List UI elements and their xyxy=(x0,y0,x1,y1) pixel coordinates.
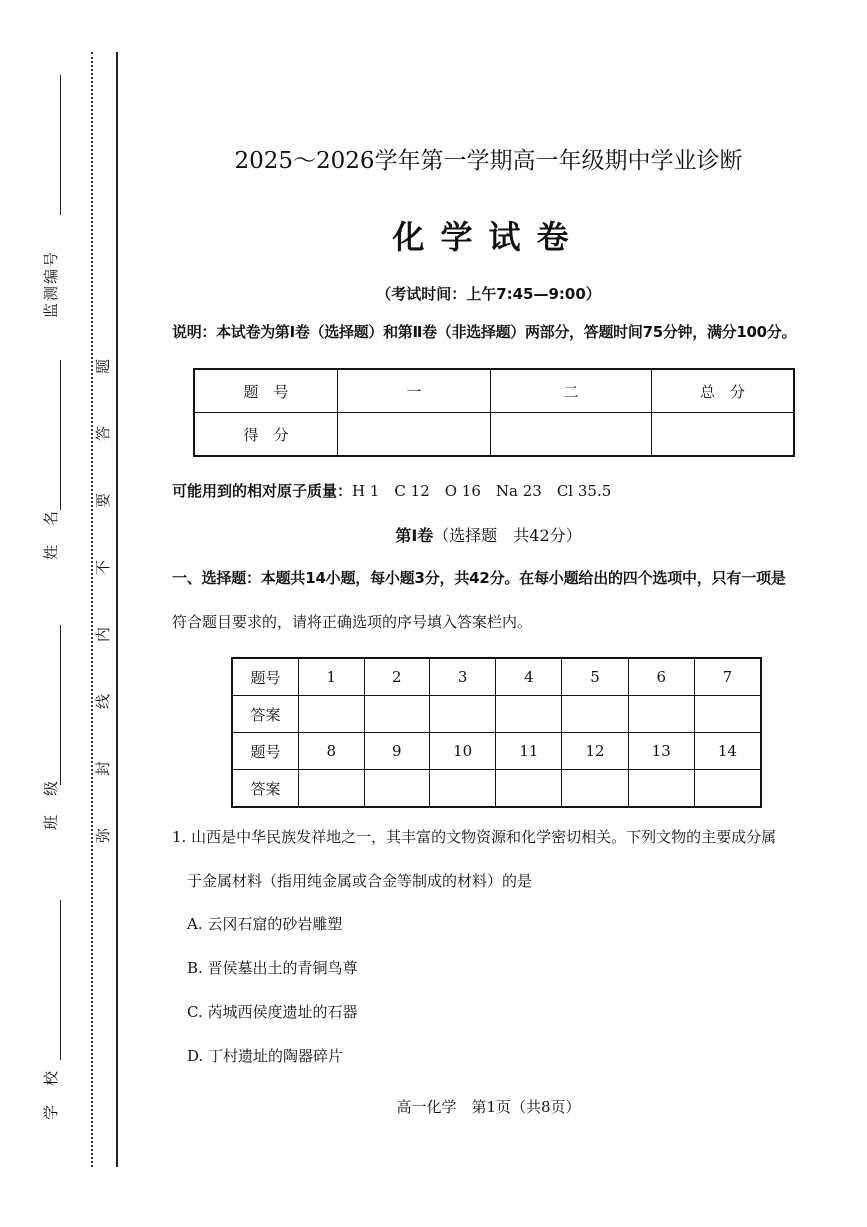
question-number: 11 xyxy=(496,733,562,770)
instruction-line: 符合题目要求的，请将正确选项的序号填入答案栏内。 xyxy=(172,613,533,631)
section-title: 第Ⅰ卷 xyxy=(395,526,434,545)
score-input-cell[interactable] xyxy=(338,413,491,457)
answer-cell[interactable] xyxy=(562,696,628,733)
answer-cell[interactable] xyxy=(364,770,430,808)
seal-char: 内 xyxy=(94,626,113,643)
question-number: 9 xyxy=(364,733,430,770)
question-number: 13 xyxy=(628,733,694,770)
answer-cell[interactable] xyxy=(628,770,694,808)
school-label: 学 校 xyxy=(42,1068,60,1120)
school-blank-line xyxy=(60,900,61,1060)
option-a: A. 云冈石窟的砂岩雕塑 xyxy=(187,915,343,933)
exam-title: 2025～2026学年第一学期高一年级期中学业诊断 xyxy=(234,148,743,174)
exam-note: 说明：本试卷为第Ⅰ卷（选择题）和第Ⅱ卷（非选择题）两部分，答题时间75分钟，满分100分。 xyxy=(172,323,797,341)
subject-title: 化学试卷 xyxy=(392,218,585,256)
question-number: 5 xyxy=(562,658,628,696)
score-header-cell: 总 分 xyxy=(652,369,795,413)
monitor-id-label: 监测编号 xyxy=(42,249,60,318)
question-number: 2 xyxy=(364,658,430,696)
atomic-mass-label: 可能用到的相对原子质量： xyxy=(172,482,353,500)
question-number: 8 xyxy=(298,733,364,770)
score-input-cell[interactable] xyxy=(491,413,652,457)
answer-cell[interactable] xyxy=(694,696,761,733)
question-number: 3 xyxy=(430,658,496,696)
exam-time: （考试时间：上午7:45—9:00） xyxy=(376,285,601,303)
answer-cell[interactable] xyxy=(628,696,694,733)
option-d: D. 丁村遗址的陶器碎片 xyxy=(187,1047,344,1065)
atomic-mass-values: H 1 C 12 O 16 Na 23 Cl 35.5 xyxy=(352,482,612,500)
answer-num-label: 题号 xyxy=(232,658,298,696)
instruction-line: 一、选择题：本题共14小题，每小题3分，共42分。在每小题给出的四个选项中，只有一项是 xyxy=(172,569,786,587)
score-header-cell: 二 xyxy=(491,369,652,413)
score-row-label: 得 分 xyxy=(194,413,338,457)
seal-char: 弥 xyxy=(94,827,113,844)
seal-char: 要 xyxy=(94,492,113,509)
seal-char: 答 xyxy=(94,425,113,442)
question-number: 6 xyxy=(628,658,694,696)
answer-cell[interactable] xyxy=(496,770,562,808)
seal-char: 封 xyxy=(94,760,113,777)
score-header-cell: 题 号 xyxy=(194,369,338,413)
section-subtitle: （选择题 共42分） xyxy=(433,526,582,545)
atomic-mass-line xyxy=(172,480,611,501)
answer-num-label: 题号 xyxy=(232,733,298,770)
question-number: 4 xyxy=(496,658,562,696)
answer-cell[interactable] xyxy=(430,770,496,808)
question-number: 10 xyxy=(430,733,496,770)
score-table xyxy=(193,368,795,457)
answer-cell[interactable] xyxy=(496,696,562,733)
question-1-stem: 1. 山西是中华民族发祥地之一，其丰富的文物资源和化学密切相关。下列文物的主要成分属 xyxy=(172,828,777,846)
option-b: B. 晋侯墓出土的青铜鸟尊 xyxy=(187,959,358,977)
seal-char: 题 xyxy=(94,358,113,375)
answer-cell[interactable] xyxy=(694,770,761,808)
name-blank-line xyxy=(60,360,61,510)
option-c: C. 芮城西侯度遗址的石器 xyxy=(187,1003,358,1021)
answer-cell[interactable] xyxy=(430,696,496,733)
answer-cell[interactable] xyxy=(298,696,364,733)
answer-ans-label: 答案 xyxy=(232,770,298,808)
question-number: 12 xyxy=(562,733,628,770)
question-number: 14 xyxy=(694,733,761,770)
section-heading xyxy=(0,523,867,546)
question-1-stem-cont: 于金属材料（指用纯金属或合金等制成的材料）的是 xyxy=(187,872,533,890)
class-label: 班 级 xyxy=(42,778,60,830)
seal-char: 不 xyxy=(94,559,113,576)
answer-cell[interactable] xyxy=(364,696,430,733)
class-blank-line xyxy=(60,625,61,785)
binding-margin xyxy=(0,0,118,1227)
answer-ans-label: 答案 xyxy=(232,696,298,733)
score-header-cell: 一 xyxy=(338,369,491,413)
seal-char: 线 xyxy=(94,693,113,710)
page-footer: 高一化学 第1页（共8页） xyxy=(396,1098,581,1116)
question-number: 7 xyxy=(694,658,761,696)
answer-cell[interactable] xyxy=(298,770,364,808)
answer-table xyxy=(231,657,762,808)
name-label: 姓 名 xyxy=(42,508,60,560)
score-input-cell[interactable] xyxy=(652,413,795,457)
answer-cell[interactable] xyxy=(562,770,628,808)
question-number: 1 xyxy=(298,658,364,696)
